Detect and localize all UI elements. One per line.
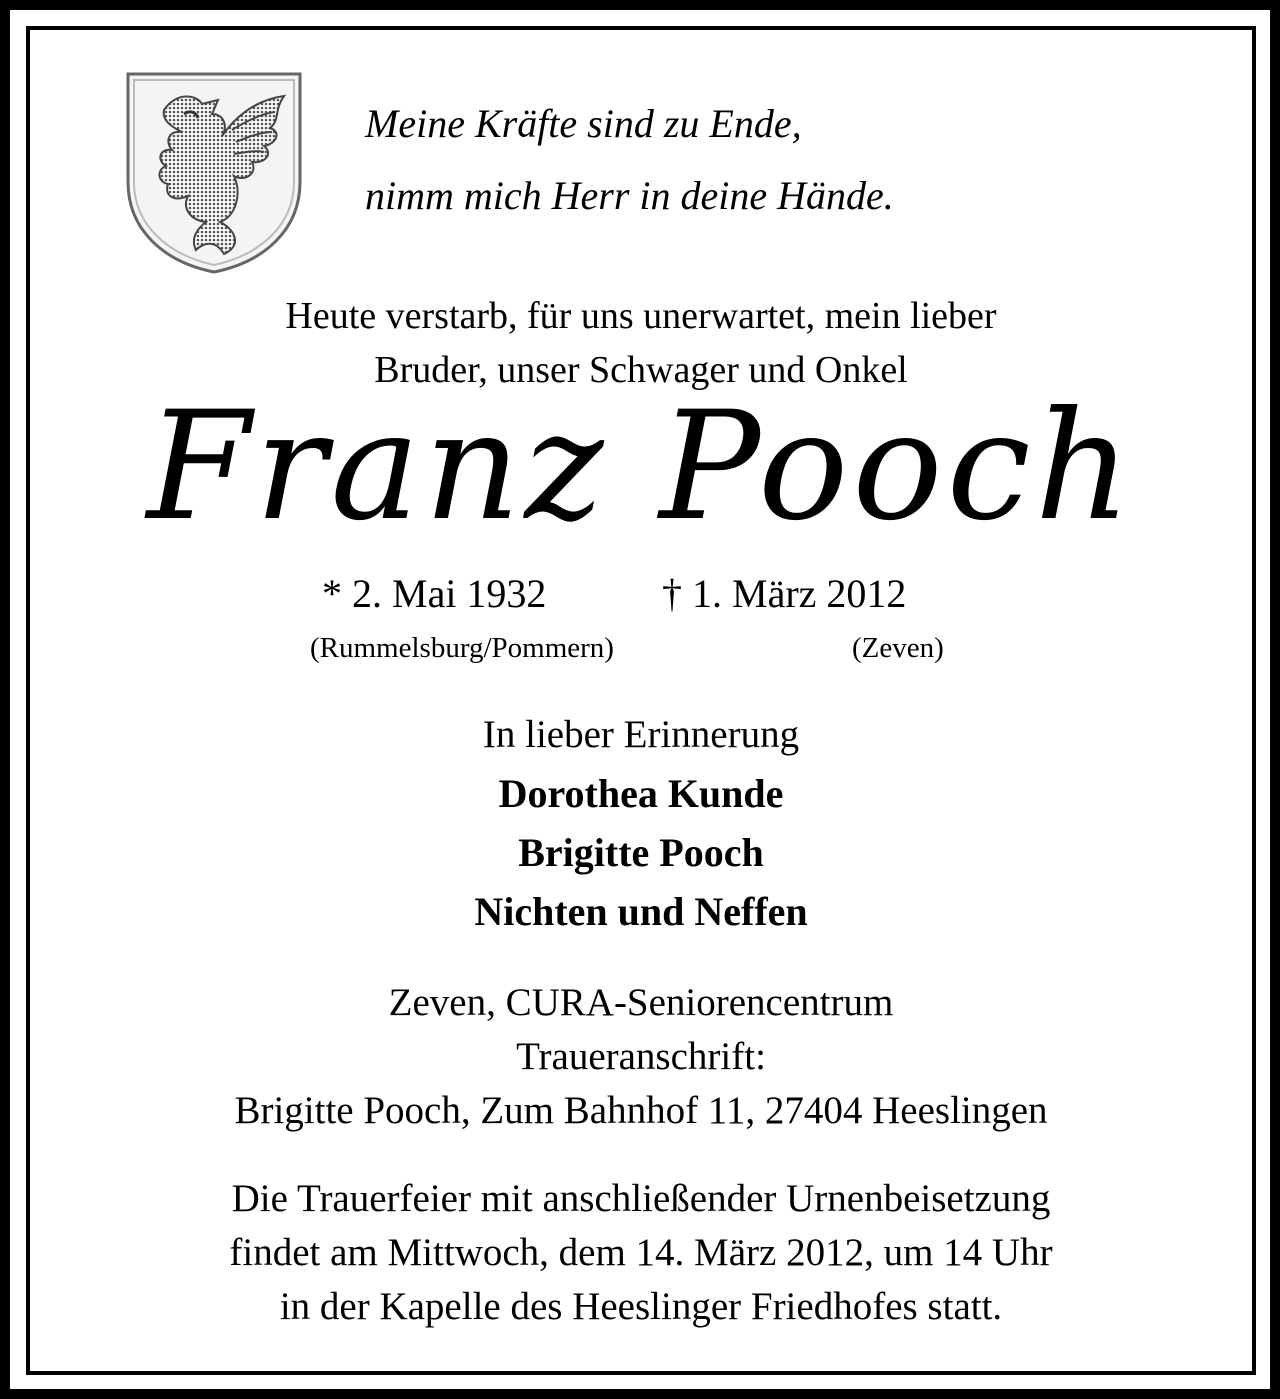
verse-line-2: nimm mich Herr in deine Hände.: [365, 173, 894, 218]
obituary-notice: [26, 26, 1256, 1375]
birth-place: (Rummelsburg/Pommern): [310, 632, 614, 664]
mourner-name: Brigitte Pooch: [518, 830, 764, 875]
verse-line-1: Meine Kräfte sind zu Ende,: [365, 101, 802, 146]
residence-line: Zeven, CURA-Seniorencentrum: [388, 981, 894, 1024]
intro-line-2: Bruder, unser Schwager und Onkel: [374, 349, 908, 391]
service-line-2: findet am Mittwoch, dem 14. März 2012, um 14 Uhr: [229, 1231, 1053, 1274]
intro-line-1: Heute verstarb, für uns unerwartet, mein lieber: [285, 295, 997, 337]
death-date: † 1. März 2012: [662, 571, 907, 616]
griffin-coat-of-arms-icon: [124, 70, 304, 276]
birth-date: * 2. Mai 1932: [322, 571, 547, 616]
mourner-name: Dorothea Kunde: [498, 771, 784, 816]
death-place: (Zeven): [852, 632, 944, 664]
remembrance-heading: In lieber Erinnerung: [482, 713, 800, 756]
mourner-name: Nichten und Neffen: [474, 889, 808, 934]
deceased-name: Franz Pooch: [146, 380, 1136, 554]
mourning-address: Brigitte Pooch, Zum Bahnhof 11, 27404 Heeslingen: [234, 1089, 1048, 1132]
service-line-3: in der Kapelle des Heeslinger Friedhofes statt.: [279, 1285, 1003, 1328]
service-line-1: Die Trauerfeier mit anschließender Urnenbeisetzung: [231, 1177, 1051, 1220]
mourning-address-label: Traueranschrift:: [516, 1035, 766, 1078]
notice-outer-frame: [10, 10, 1270, 1389]
